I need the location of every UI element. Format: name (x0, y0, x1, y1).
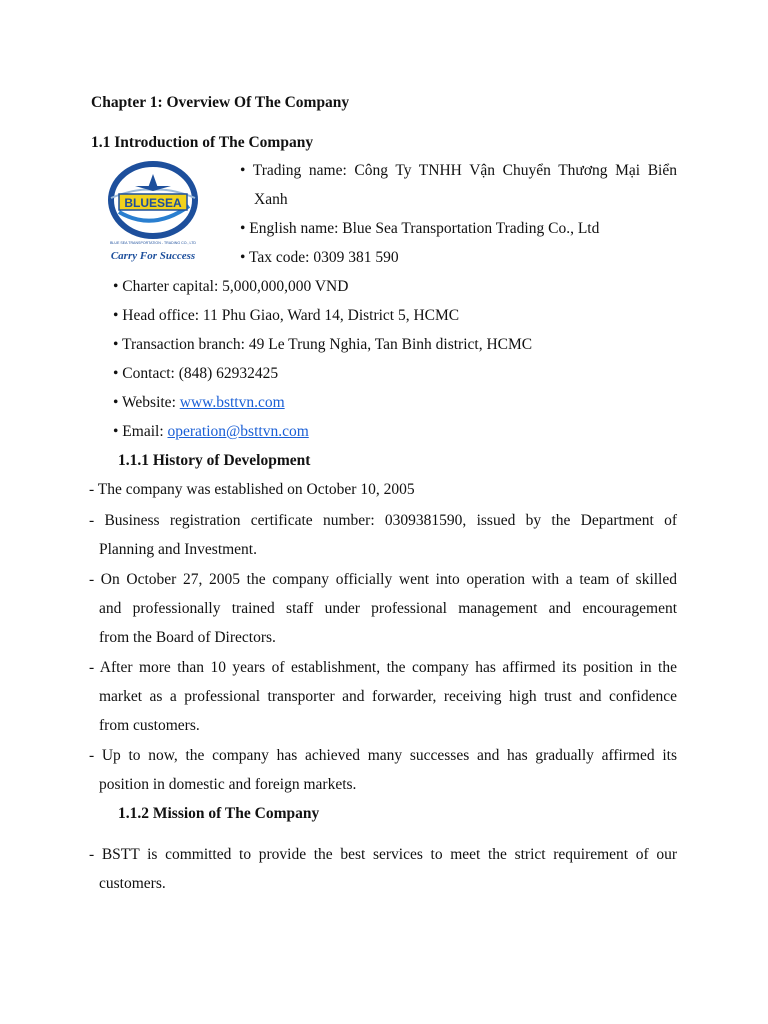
history-paragraph-1: - The company was established on October 10, 2005 (89, 481, 415, 498)
history-paragraph-3-line-2: and professionally trained staff under professional management and encouragement (99, 600, 677, 617)
history-paragraph-4-line-1: - After more than 10 years of establishment, the company has affirmed its position in the (89, 659, 677, 676)
history-paragraph-5-line-1: - Up to now, the company has achieved many successes and has gradually affirmed its (89, 747, 677, 764)
trading-name-line-2: Xanh (254, 191, 288, 208)
trading-name-line-1: • Trading name: Công Ty TNHH Vận Chuyển Thương Mại Biển (240, 162, 677, 179)
logo-company-small-text: BLUE SEA TRANSPORTATION - TRADING CO., LTD (109, 241, 197, 245)
email-row (113, 423, 309, 441)
english-name: • English name: Blue Sea Transportation Trading Co., Ltd (240, 220, 600, 237)
website-label: • Website: (113, 394, 180, 411)
transaction-branch: • Transaction branch: 49 Le Trung Nghia, Tan Binh district, HCMC (113, 336, 533, 353)
website-link[interactable]: www.bsttvn.com (179, 394, 285, 411)
website-row (113, 394, 285, 412)
logo-brand-text: BLUESEA (124, 196, 182, 210)
history-paragraph-3-line-3: from the Board of Directors. (99, 629, 276, 646)
email-link[interactable]: operation@bsttvn.com (167, 423, 309, 440)
chapter-title: Chapter 1: Overview Of The Company (91, 94, 350, 111)
bluesea-logo-icon (105, 160, 209, 264)
company-logo (105, 160, 209, 264)
logo-slogan-text: Carry For Success (110, 250, 196, 262)
history-paragraph-2-line-1: - Business registration certificate number: 0309381590, issued by the Department of (89, 512, 677, 529)
history-paragraph-4-line-2: market as a professional transporter and forwarder, receiving high trust and confidence (99, 688, 677, 705)
email-label: • Email: (113, 423, 168, 440)
history-heading: 1.1.1 History of Development (118, 452, 311, 469)
mission-paragraph-line-1: - BSTT is committed to provide the best services to meet the strict requirement of our (89, 846, 677, 863)
mission-paragraph-line-2: customers. (99, 875, 166, 892)
history-paragraph-3-line-1: - On October 27, 2005 the company officially went into operation with a team of skilled (89, 571, 677, 588)
mission-heading: 1.1.2 Mission of The Company (118, 805, 320, 822)
section-title: 1.1 Introduction of The Company (91, 134, 314, 151)
head-office: • Head office: 11 Phu Giao, Ward 14, District 5, HCMC (113, 307, 460, 324)
charter-capital: • Charter capital: 5,000,000,000 VND (113, 278, 349, 295)
history-paragraph-5-line-2: position in domestic and foreign markets. (99, 776, 357, 793)
history-paragraph-2-line-2: Planning and Investment. (99, 541, 257, 558)
contact: • Contact: (848) 62932425 (113, 365, 279, 382)
tax-code: • Tax code: 0309 381 590 (240, 249, 399, 266)
history-paragraph-4-line-3: from customers. (99, 717, 200, 734)
